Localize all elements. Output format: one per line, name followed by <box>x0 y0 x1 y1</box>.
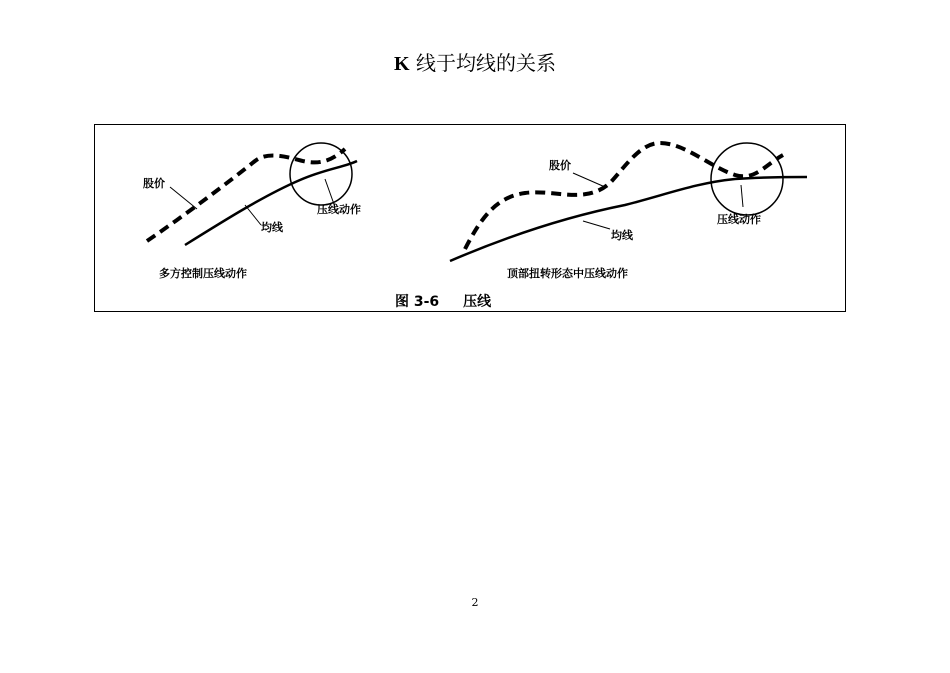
left-panel-caption: 多方控制压线动作 <box>159 267 247 280</box>
left-ma-pointer <box>245 205 261 225</box>
title-k: K <box>394 53 410 75</box>
left-pressure-circle <box>290 143 352 205</box>
left-price-dashed-line <box>147 149 345 241</box>
right-pressure-label: 压线动作 <box>717 213 761 226</box>
left-pressure-label: 压线动作 <box>317 203 361 216</box>
right-price-pointer <box>573 173 605 187</box>
figure-3-6 <box>94 124 846 312</box>
title-text: 线于均线的关系 <box>415 51 556 75</box>
left-price-label: 股价 <box>143 177 165 190</box>
right-price-label: 股价 <box>549 159 571 172</box>
figure-caption <box>395 294 491 310</box>
figure-caption-text: 压线 <box>463 294 492 310</box>
figure-caption-number: 图 3-6 <box>395 294 440 310</box>
page-title <box>0 50 950 77</box>
left-ma-label: 均线 <box>261 221 283 234</box>
right-ma-label: 均线 <box>611 229 633 242</box>
left-price-pointer <box>170 187 197 209</box>
right-pressure-pointer <box>741 185 743 207</box>
page-number: 2 <box>471 596 479 609</box>
right-ma-pointer <box>583 221 610 229</box>
right-panel-caption: 顶部扭转形态中压线动作 <box>507 267 628 280</box>
